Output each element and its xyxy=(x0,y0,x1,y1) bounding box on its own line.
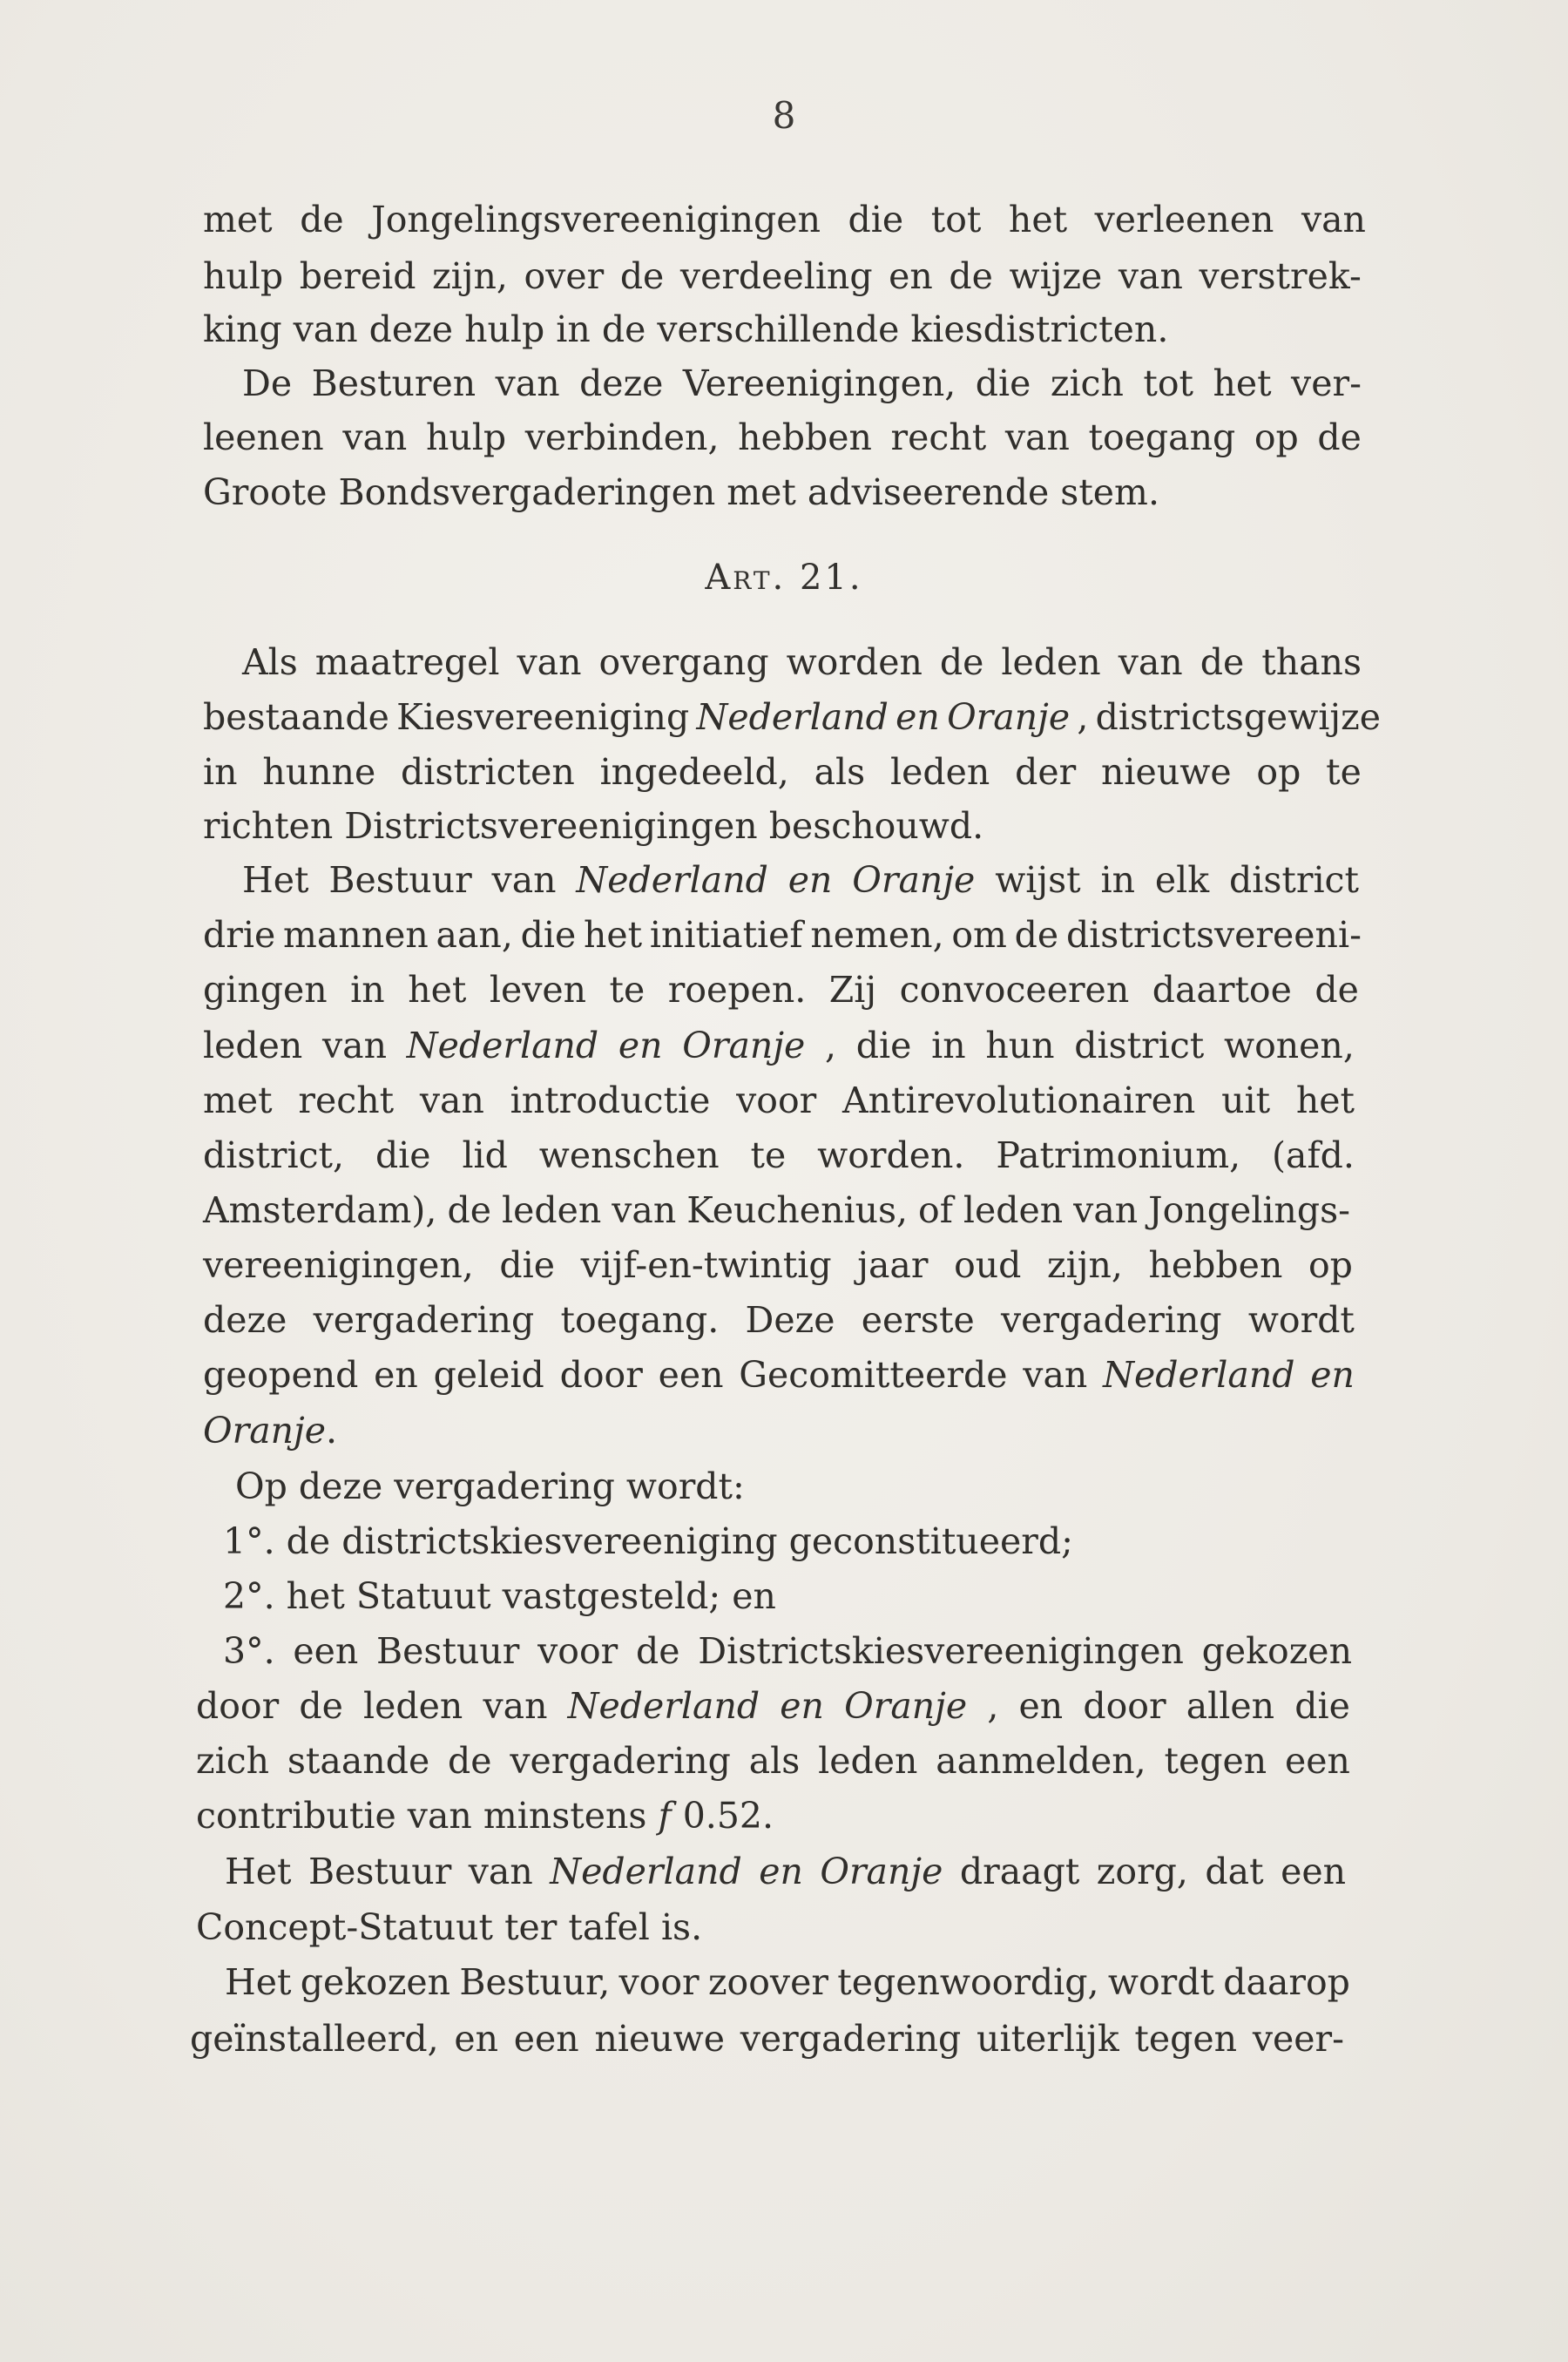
article-heading-text: Art. 21. xyxy=(705,558,863,598)
page-number: 8 xyxy=(772,94,796,137)
text-line: Op deze vergadering wordt: xyxy=(235,1465,745,1507)
text-line: Het Bestuur van Nederland en Oranje wijst in elk district xyxy=(242,859,1359,901)
text-line: king van deze hulp in de verschillende kiesdistricten. xyxy=(203,308,1169,350)
text-line: Oranje. xyxy=(203,1410,338,1452)
text-line: district, die lid wenschen te worden. Patrimonium, (afd. xyxy=(203,1134,1355,1176)
text-line: leenen van hulp verbinden, hebben recht van toegang op de xyxy=(203,416,1362,458)
text-line: Groote Bondsvergaderingen met adviseerende stem. xyxy=(203,471,1159,513)
text-line: 1°. de districtskiesvereeniging geconstitueerd; xyxy=(223,1520,1073,1562)
text-line: 2°. het Statuut vastgesteld; en xyxy=(223,1575,776,1617)
text-line: contributie van minstens f 0.52. xyxy=(196,1795,774,1837)
text-line: zich staande de vergadering als leden aanmelden, tegen een xyxy=(196,1740,1350,1782)
text-line: richten Districtsvereenigingen beschouwd. xyxy=(203,805,984,847)
text-line: bestaande Kiesvereeniging Nederland en Oranje , districtsgewijze xyxy=(203,696,1381,738)
text-line: leden van Nederland en Oranje , die in hun district wonen, xyxy=(203,1025,1355,1066)
text-line: met recht van introductie voor Antirevolutionairen uit het xyxy=(203,1079,1355,1121)
text-line: vereenigingen, die vijf-en-twintig jaar oud zijn, hebben op xyxy=(203,1244,1353,1286)
text-line: Concept-Statuut ter tafel is. xyxy=(196,1906,703,1948)
text-line: drie mannen aan, die het initiatief nemen, om de districtsvereeni- xyxy=(203,914,1362,956)
text-line: 3°. een Bestuur voor de Districtskiesvereenigingen gekozen xyxy=(223,1630,1352,1672)
text-line: deze vergadering toegang. Deze eerste vergadering wordt xyxy=(203,1299,1355,1341)
text-line: in hunne districten ingedeeld, als leden der nieuwe op te xyxy=(203,751,1362,793)
text-line: Het gekozen Bestuur, voor zoover tegenwoordig, wordt daarop xyxy=(225,1961,1350,2003)
text-line: hulp bereid zijn, over de verdeeling en de wijze van verstrek- xyxy=(203,255,1362,297)
text-line: Het Bestuur van Nederland en Oranje draagt zorg, dat een xyxy=(225,1851,1346,1892)
text-line: Amsterdam), de leden van Keuchenius, of leden van Jongelings- xyxy=(203,1189,1350,1231)
text-line: door de leden van Nederland en Oranje , en door allen die xyxy=(196,1685,1350,1727)
text-line: geïnstalleerd, en een nieuwe vergadering uiterlijk tegen veer- xyxy=(190,2018,1344,2060)
text-line: De Besturen van deze Vereenigingen, die zich tot het ver- xyxy=(242,362,1362,404)
text-line: Als maatregel van overgang worden de leden van de thans xyxy=(242,641,1362,683)
text-line: met de Jongelingsvereenigingen die tot het verleenen van xyxy=(203,199,1366,240)
article-heading xyxy=(0,558,1568,598)
text-line: gingen in het leven te roepen. Zij convoceeren daartoe de xyxy=(203,969,1359,1011)
text-line: geopend en geleid door een Gecomitteerde van Nederland en xyxy=(203,1354,1355,1396)
